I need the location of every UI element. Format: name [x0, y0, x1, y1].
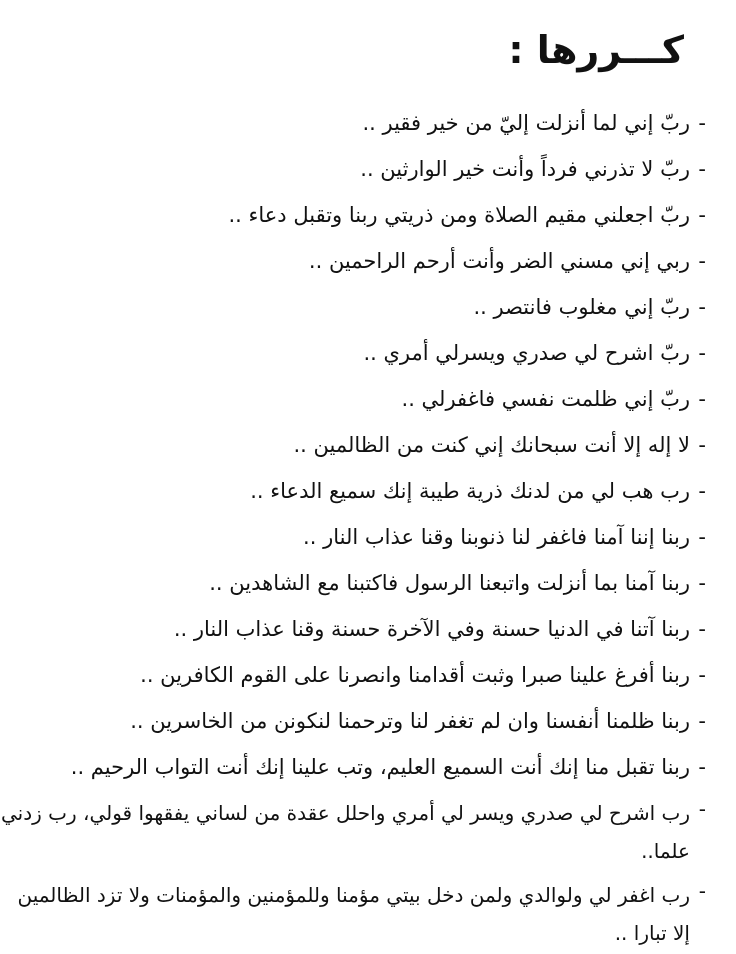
dua-line: - ربي إني مسني الضر وأنت أرحم الراحمين ..: [0, 238, 706, 284]
dua-line: - ربّ إني ظلمت نفسي فاغفرلي ..: [0, 376, 706, 422]
dua-line: - لا إله إلا أنت سبحانك إني كنت من الظالمين ..: [0, 422, 706, 468]
dua-line: - رب هب لي من لدنك ذرية طيبة إنك سميع الدعاء ..: [0, 468, 706, 514]
dua-line: - ربنا إننا آمنا فاغفر لنا ذنوبنا وقنا عذاب النار ..: [0, 514, 706, 560]
dua-line: - ربنا ظلمنا أنفسنا وان لم تغفر لنا وترحمنا لنكونن من الخاسرين ..: [0, 698, 706, 744]
dua-line: - ربّ لا تذرني فرداً وأنت خير الوارثين ..: [0, 146, 706, 192]
dua-line: - ربّ اجعلني مقيم الصلاة ومن ذريتي ربنا وتقبل دعاء ..: [0, 192, 706, 238]
dua-line: - رب اشرح لي صدري ويسر لي أمري واحلل عقدة من لساني يفقهوا قولي، رب زدني علما..: [0, 790, 706, 872]
dua-line: - ربّ إني لما أنزلت إليّ من خير فقير ..: [0, 100, 706, 146]
dua-line: - ربّ إني مغلوب فانتصر ..: [0, 284, 706, 330]
dua-list: [0, 100, 706, 954]
dua-line: - ربنا آمنا بما أنزلت واتبعنا الرسول فاكتبنا مع الشاهدين ..: [0, 560, 706, 606]
dua-line: - ربنا تقبل منا إنك أنت السميع العليم، وتب علينا إنك أنت التواب الرحيم ..: [0, 744, 706, 790]
dua-line: - رب اغفر لي ولوالدي ولمن دخل بيتي مؤمنا وللمؤمنين والمؤمنات ولا تزد الظالمين إلا تبارا ..: [0, 872, 706, 954]
dua-line: - ربنا أفرغ علينا صبرا وثبت أقدامنا وانصرنا على القوم الكافرين ..: [0, 652, 706, 698]
dua-line: - ربنا آتنا في الدنيا حسنة وفي الآخرة حسنة وقنا عذاب النار ..: [0, 606, 706, 652]
dua-line: - ربّ اشرح لي صدري ويسرلي أمري ..: [0, 330, 706, 376]
page-title: كـــررها :: [508, 28, 684, 72]
